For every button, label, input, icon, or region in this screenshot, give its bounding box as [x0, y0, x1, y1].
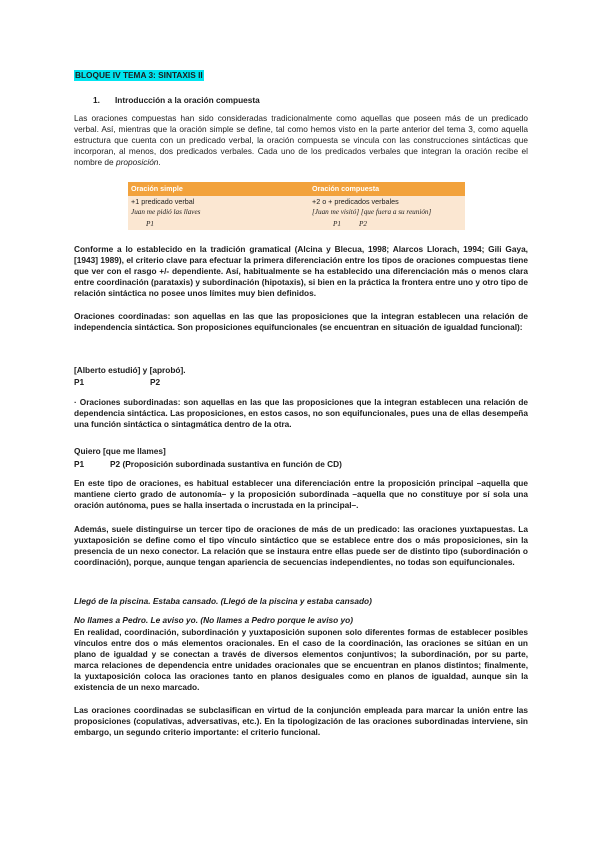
example-subordinada: Quiero [que me llames] — [74, 446, 166, 457]
realidad-paragraph: En realidad, coordinación, subordinación y yuxtaposición suponen solo diferentes formas de establecer posibles vínculos entre dos o más elementos oracionales. En el caso de la coordinación, las oraciones se sitúan en un plano de igualdad y se conectan a través de diversos elementos conjuntivos; la subordinación, por su parte, marca relaciones de dependencia entre unidades oracionales que se encuentran en planos distintos; finalmente, la yuxtaposición coloca las oraciones tanto en planos desiguales como en planos de igualdad, aunque sin la existencia de un nexo marcado. — [74, 627, 528, 693]
comparison-table-wrap — [74, 182, 528, 230]
table-header: Oración compuesta — [309, 182, 465, 196]
tradition-paragraph: Conforme a lo establecido en la tradición gramatical (Alcina y Blecua, 1998; Alarcos Llorach, 1994; Gili Gaya, [1943] 1989), el criterio clave para efectuar la primera diferenciación entre los tipos de oraciones compuestas tiene que ver con el rasgo +/- dependiente. Así, habitualmente se ha establecido una diferenciación más o menos clara entre coordinación (parataxis) y subordinación (hipotaxis), si bien en la práctica la frontera entre uno y otro tipo de relación sintáctica no posee unos límites muy bien definidos. — [74, 244, 528, 299]
subordinadas-paragraph: · Oraciones subordinadas: son aquellas en las que las proposiciones que la integran establecen una relación de dependencia sintáctica. Las proposiciones, en estos casos, no son equifuncionales, pues una de ellas desempeña una función sintáctica o sintagmática dentro de la otra. — [74, 397, 528, 430]
intro-paragraph: Las oraciones compuestas han sido consideradas tradicionalmente como aquellas que poseen más de un predicado verbal. Así, mientras que la oración simple se define, tal como hemos visto en la parte anterior del tema 3, como aquella estructura que cuenta con un predicado verbal, la oración compuesta se vincula con las construcciones sintácticas que incorporan, al menos, dos predicados verbales. Cada uno de los predicados verbales que integran la oración recibe el nombre de proposición. — [74, 113, 528, 168]
table-cell: [Juan me visitó] [que fuera a su reunión] — [309, 207, 465, 219]
proposition-labels: P1 P2 — [74, 377, 161, 387]
yuxtapuestas-paragraph: Además, suele distinguirse un tercer tipo de oraciones de más de un predicado: las oraciones yuxtapuestas. La yuxtaposición se define como el tipo vínculo sintáctico que se establece entre dos o más proposiciones, sin la presencia de un nexo conector. La relación que se instaura entre ellas puede ser de distinto tipo (subordinación o coordinación), porque, aunque tengan apariencia de secuencias independientes, no todas son equifuncionales. — [74, 524, 528, 568]
table-cell: Juan me pidió las llaves — [128, 207, 309, 219]
table-cell: P1 P2 — [309, 219, 465, 231]
section-heading: 1. Introducción a la oración compuesta — [93, 95, 260, 105]
table-header: Oración simple — [128, 182, 309, 196]
subclasificacion-paragraph: Las oraciones coordinadas se subclasifican en virtud de la conjunción empleada para marcar la unión entre las proposiciones (copulativas, adversativas, etc.). En la tipologización de las oraciones subordinadas interviene, sin embargo, un segundo criterio importante: el criterio funcional. — [74, 705, 528, 738]
example-yuxtapuesta-2: No llames a Pedro. Le aviso yo. (No llames a Pedro porque le aviso yo) — [74, 615, 353, 626]
table-cell: +2 o + predicados verbales — [309, 196, 465, 208]
document-heading: BLOQUE IV TEMA 3: SINTAXIS II — [75, 70, 203, 80]
table-cell: P1 — [128, 219, 309, 231]
example-coordinada: [Alberto estudió] y [aprobó]. — [74, 365, 186, 376]
comparison-table — [128, 182, 465, 230]
table-cell: +1 predicado verbal — [128, 196, 309, 208]
principal-paragraph: En este tipo de oraciones, es habitual establecer una diferenciación entre la proposición principal –aquella que mantiene cierto grado de autonomía– y la proposición subordinada –aquella que no constituye por sí sola una oración autónoma, pues se halla insertada o incrustada en la principal–. — [74, 478, 528, 511]
proposition-labels-2: P1 P2 (Proposición subordinada sustantiva en función de CD) — [74, 459, 342, 469]
example-yuxtapuesta-1: Llegó de la piscina. Estaba cansado. (Llegó de la piscina y estaba cansado) — [74, 596, 372, 607]
coordinadas-paragraph: Oraciones coordinadas: son aquellas en las que las proposiciones que la integran establecen una relación de independencia sintáctica. Son proposiciones equifuncionales (se encuentran en situación de igualdad funcional): — [74, 311, 528, 333]
